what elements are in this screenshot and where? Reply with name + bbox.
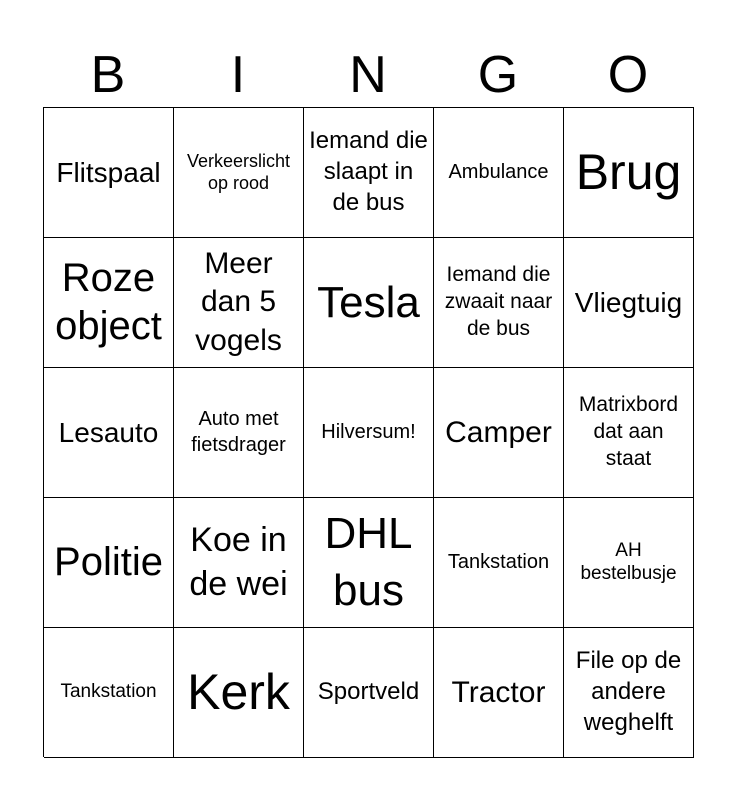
bingo-cell[interactable] <box>174 108 304 238</box>
bingo-header <box>43 44 693 106</box>
cell-label: Tankstation <box>447 550 550 573</box>
bingo-cell[interactable] <box>434 628 564 758</box>
cell-label: Iemand die slaapt in de bus <box>309 127 428 216</box>
bingo-cell[interactable] <box>174 498 304 628</box>
bingo-cell[interactable] <box>434 238 564 368</box>
bingo-cell[interactable] <box>44 628 174 758</box>
cell-label: Meer dan 5 vogels <box>195 246 282 357</box>
cell-label: Auto met fietsdrager <box>191 407 286 456</box>
cell-label: Camper <box>445 415 552 449</box>
bingo-cell[interactable] <box>44 498 174 628</box>
bingo-cell[interactable] <box>564 498 694 628</box>
bingo-cell[interactable] <box>174 368 304 498</box>
cell-label: Politie <box>54 539 163 584</box>
cell-label: Vliegtuig <box>574 286 683 318</box>
bingo-cell[interactable] <box>564 628 694 758</box>
header-letter-n: N <box>349 46 387 104</box>
bingo-cell[interactable] <box>304 368 434 498</box>
bingo-cell[interactable] <box>434 368 564 498</box>
bingo-cell[interactable] <box>434 498 564 628</box>
cell-label: Lesauto <box>58 416 159 448</box>
bingo-cell[interactable] <box>304 238 434 368</box>
header-letter-i: I <box>230 46 246 104</box>
cell-label: AH bestelbusje <box>580 540 677 584</box>
cell-label: Kerk <box>187 664 290 720</box>
cell-label: Verkeerslicht op rood <box>186 151 291 193</box>
cell-label: DHL bus <box>324 509 413 615</box>
cell-label: Matrixbord dat aan staat <box>578 393 679 470</box>
cell-label: Flitspaal <box>56 156 161 188</box>
header-letter-o: O <box>607 46 649 104</box>
cell-label: Koe in de wei <box>189 520 288 603</box>
header-letter-g: G <box>477 46 519 104</box>
cell-label: File op de andere weghelft <box>575 647 682 736</box>
cell-label: Brug <box>575 144 682 200</box>
bingo-cell[interactable] <box>174 238 304 368</box>
bingo-cell[interactable] <box>564 368 694 498</box>
bingo-cell[interactable] <box>564 238 694 368</box>
bingo-cell[interactable] <box>174 628 304 758</box>
bingo-cell[interactable] <box>304 108 434 238</box>
cell-label: Roze object <box>55 256 162 348</box>
cell-label: Hilversum! <box>321 420 416 443</box>
bingo-cell[interactable] <box>564 108 694 238</box>
bingo-cell[interactable] <box>434 108 564 238</box>
cell-label: Ambulance <box>448 160 549 183</box>
bingo-cell[interactable] <box>44 368 174 498</box>
bingo-cell[interactable] <box>304 628 434 758</box>
bingo-cell[interactable] <box>304 498 434 628</box>
header-letter-b: B <box>90 46 126 104</box>
cell-label: Tankstation <box>60 681 157 703</box>
cell-label: Tesla <box>317 277 420 327</box>
cell-label: Tractor <box>451 675 546 709</box>
cell-label: Sportveld <box>317 678 420 706</box>
bingo-cell[interactable] <box>44 108 174 238</box>
cell-label: Iemand die zwaait naar de bus <box>444 263 553 340</box>
bingo-cell[interactable] <box>44 238 174 368</box>
bingo-grid <box>43 107 694 757</box>
